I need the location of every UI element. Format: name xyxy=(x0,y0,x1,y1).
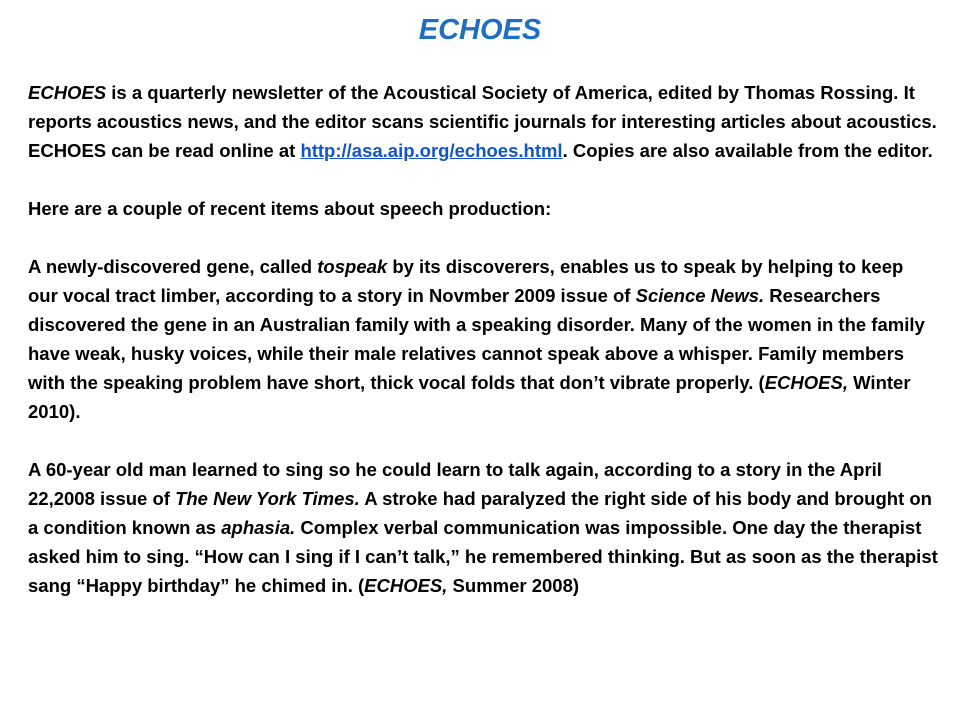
item2-italic: The New York Times. xyxy=(175,488,360,509)
item1-italic: Science News. xyxy=(635,285,765,306)
item1-text: Winter 2010). xyxy=(28,372,911,422)
spacer xyxy=(28,165,938,194)
item2-text: Summer 2008) xyxy=(447,575,580,596)
item2-text: A stroke had paralyzed the right side of his body and brought on a condition known as xyxy=(28,488,932,538)
item2-italic: aphasia. xyxy=(221,517,296,538)
intro-paragraph xyxy=(28,78,938,136)
item1-italic: ECHOES, xyxy=(764,372,848,393)
item1-text: by its discoverers, enables us to speak by helping to keep our vocal tract limber, according to a story in Novmber 2009 issue of xyxy=(28,256,904,306)
echoes-link[interactable]: http://asa.aip.org/echoes.html xyxy=(300,140,563,161)
item2-paragraph xyxy=(28,455,938,600)
spacer xyxy=(28,223,938,252)
online-text-after: . Copies are also available from the editor. xyxy=(562,140,933,161)
item2-text: A 60-year old man learned to sing so he could learn to talk again, according to a story in the April 22,2008 issue of xyxy=(28,459,882,509)
online-text-before: ECHOES can be read online at xyxy=(28,140,301,161)
intro-text: is a quarterly newsletter of the Acoustical Society of America, edited by Thomas Rossing. It reports acoustics news, and the editor scans scientific journals for interesting articles about acoustics. xyxy=(28,82,937,132)
item1-text: A newly-discovered gene, called xyxy=(28,256,318,277)
item1-italic: tospeak xyxy=(317,256,388,277)
document-body xyxy=(28,78,938,600)
online-paragraph xyxy=(28,136,938,165)
item2-italic: ECHOES, xyxy=(364,575,448,596)
newsletter-name: ECHOES xyxy=(28,82,107,103)
page-title: ECHOES xyxy=(418,14,542,46)
lead-paragraph: Here are a couple of recent items about speech production: xyxy=(28,198,552,219)
item2-text: Complex verbal communication was impossible. One day the therapist asked him to sing. “How can I sing if I can’t talk,” he remembered thinking. But as soon as the therapist sang “Happy birthday” he chimed in. ( xyxy=(28,517,938,596)
item1-text: Researchers discovered the gene in an Australian family with a speaking disorder. Many of the women in the family have weak, husky voices, while their male relatives cannot speak above a whisper. Family members with the speaking problem have short, thick vocal folds that don’t vibrate properly. ( xyxy=(28,285,925,393)
spacer xyxy=(28,426,938,455)
item1-paragraph xyxy=(28,252,938,426)
